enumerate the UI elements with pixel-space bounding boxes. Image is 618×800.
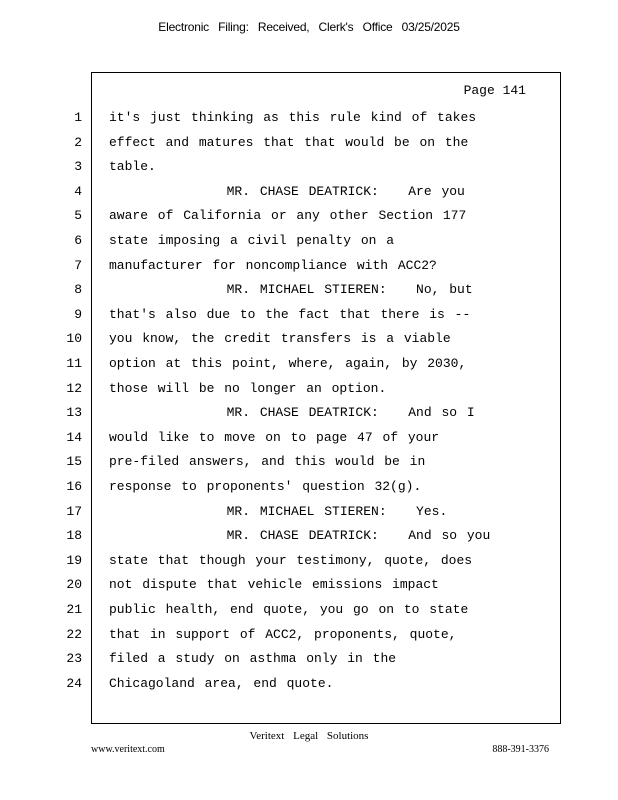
line-number: 2 <box>74 134 82 150</box>
line-text: that's also due to the fact that there is -- <box>109 306 471 322</box>
line-number: 6 <box>74 233 82 248</box>
line-number: 12 <box>66 380 82 396</box>
line-text: MR. CHASE DEATRICK: And so you <box>109 528 491 544</box>
line-text: public health, end quote, you go on to state <box>109 602 469 617</box>
filing-stamp-header: Electronic Filing: Received, Clerk's Office 03/25/2025 <box>158 20 460 34</box>
transcript-line <box>0 504 618 528</box>
line-number: 20 <box>66 577 82 593</box>
transcript-line <box>0 405 618 429</box>
line-number: 17 <box>66 503 82 519</box>
line-text: pre-filed answers, and this would be in <box>109 454 426 470</box>
transcript-line <box>0 159 618 183</box>
page-number: Page 141 <box>463 83 526 98</box>
line-text: state imposing a civil penalty on a <box>109 233 395 248</box>
transcript-line <box>0 356 618 380</box>
line-number: 16 <box>66 479 82 494</box>
line-text: manufacturer for noncompliance with ACC2? <box>109 257 437 273</box>
transcript-line <box>0 208 618 232</box>
line-number: 11 <box>66 356 82 371</box>
transcript-line <box>0 602 618 626</box>
line-text: table. <box>109 159 156 175</box>
transcript-line <box>0 184 618 208</box>
line-text: MR. MICHAEL STIEREN: Yes. <box>109 503 448 519</box>
line-text: would like to move on to page 47 of your <box>109 429 440 445</box>
line-number: 24 <box>66 675 82 691</box>
line-text: response to proponents' question 32(g). <box>109 479 422 494</box>
line-text: filed a study on asthma only in the <box>109 651 397 667</box>
line-number: 4 <box>74 183 82 199</box>
transcript-line <box>0 627 618 651</box>
line-text: that in support of ACC2, proponents, quote, <box>109 626 457 642</box>
footer-phone: 888-391-3376 <box>492 744 549 755</box>
line-number: 1 <box>74 110 82 125</box>
line-number: 13 <box>66 405 82 421</box>
line-text: MR. CHASE DEATRICK: And so I <box>109 405 475 421</box>
line-number: 7 <box>74 257 82 273</box>
transcript-line <box>0 307 618 331</box>
line-text: aware of California or any other Section 177 <box>109 208 467 224</box>
line-text: those will be no longer an option. <box>109 380 387 396</box>
footer-website: www.veritext.com <box>91 744 165 755</box>
line-number: 14 <box>66 429 82 445</box>
line-number: 23 <box>66 651 82 667</box>
transcript-line <box>0 528 618 552</box>
footer-company: Veritext Legal Solutions <box>249 730 369 742</box>
transcript-line <box>0 282 618 306</box>
line-text: Chicagoland area, end quote. <box>109 675 334 691</box>
transcript-line <box>0 651 618 675</box>
line-number: 19 <box>66 552 82 568</box>
line-text: effect and matures that that would be on the <box>109 134 469 150</box>
line-number: 5 <box>74 208 82 224</box>
line-text: MR. CHASE DEATRICK: Are you <box>109 183 465 199</box>
transcript-line <box>0 430 618 454</box>
line-text: option at this point, where, again, by 2030, <box>109 356 467 371</box>
line-text: it's just thinking as this rule kind of takes <box>109 110 477 125</box>
transcript-line <box>0 553 618 577</box>
line-number: 22 <box>66 626 82 642</box>
transcript-line <box>0 233 618 257</box>
line-number: 18 <box>66 528 82 544</box>
line-number: 8 <box>74 282 82 298</box>
transcript-line <box>0 135 618 159</box>
line-text: state that though your testimony, quote, does <box>109 552 473 568</box>
transcript-line <box>0 676 618 700</box>
transcript-line <box>0 331 618 355</box>
transcript-line <box>0 479 618 503</box>
transcript-line <box>0 454 618 478</box>
transcript-line <box>0 110 618 134</box>
line-text: not dispute that vehicle emissions impact <box>109 577 439 593</box>
line-number: 10 <box>66 331 82 347</box>
transcript-line <box>0 381 618 405</box>
line-number: 9 <box>74 306 82 322</box>
transcript-line <box>0 577 618 601</box>
line-text: you know, the credit transfers is a viable <box>109 331 451 347</box>
line-number: 21 <box>66 602 82 617</box>
line-number: 3 <box>74 159 82 175</box>
line-text: MR. MICHAEL STIEREN: No, but <box>109 282 473 298</box>
line-number: 15 <box>66 454 82 470</box>
transcript-line <box>0 258 618 282</box>
